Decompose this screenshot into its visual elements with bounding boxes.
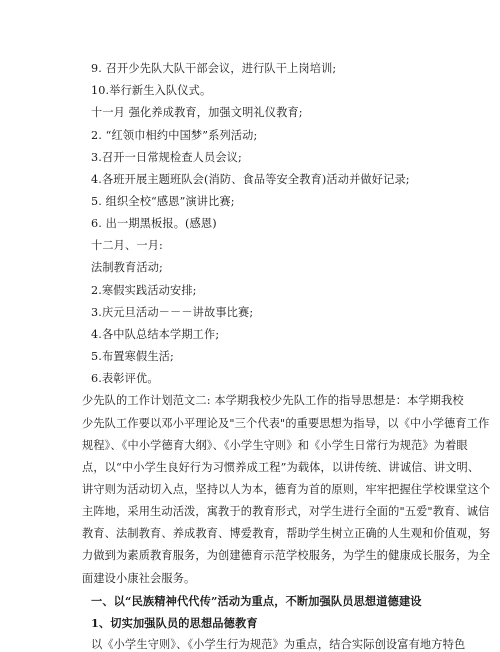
november-item-4: 4.各班开展主题班队会(消防、食品等安全教育)活动并做好记录; [91, 172, 410, 186]
december-item-6: 6.表彰评优。 [91, 372, 159, 386]
essay-line: 面建设小康社会服务。 [82, 571, 196, 585]
december-item-4: 4.各中队总结本学期工作; [91, 327, 220, 341]
essay-line: 少先队工作要以邓小平理论及"三个代表"的重要思想为指导，以《中小学德育工作 [82, 416, 490, 430]
section-heading: 一、以“民族精神代代传”活动为重点，不断加强队员思想道德建设 [91, 593, 422, 608]
essay-line: 力做到为素质教育服务，为创建德育示范学校服务，为学生的健康成长服务，为全 [82, 549, 491, 563]
november-item-5: 5. 组织全校“感恩”演讲比赛; [91, 194, 235, 208]
essay-line: 点，以“中小学生良好行为习惯养成工程”为载体，以讲传统、讲诚信、讲文明、 [82, 460, 480, 474]
november-item-2: 2. “红领巾相约中国梦”系列活动; [91, 128, 258, 142]
subsection-heading: 1、切实加强队员的思想品德教育 [91, 615, 258, 630]
list-item-9: 9. 召开少先队大队干部会议，进行队干上岗培训; [91, 62, 337, 75]
essay-line-last: 以《小学生守则》、《小学生行为规范》为重点，结合实际创设富有地方特色 [91, 638, 466, 651]
december-item-3: 3.庆元旦活动－－－讲故事比赛; [91, 305, 254, 319]
november-item-3: 3.召开一日常规检查人员会议; [91, 150, 242, 164]
november-item-6: 6. 出一期黑板报。(感恩) [91, 217, 217, 231]
december-item-2: 2.寒假实践活动安排; [91, 283, 197, 297]
december-item-5: 5.布置寒假生活; [91, 350, 174, 363]
essay-line: 规程》、《中小学德育大纲》、《小学生守则》和《小学生日常行为规范》为着眼 [82, 438, 468, 452]
list-item-10: 10.举行新生入队仪式。 [91, 84, 212, 98]
month-heading-december: 十二月、一月: [91, 239, 163, 253]
december-item-1: 法制教育活动; [91, 261, 163, 275]
month-heading-november: 十一月 强化养成教育，加强文明礼仪教育; [91, 106, 303, 120]
essay-line: 教育、法制教育、养成教育、博爱教育，帮助学生树立正确的人生观和价值观，努 [82, 527, 491, 541]
essay-line: 主阵地，采用生动活泼，寓教于的教育形式，对学生进行全面的"五爱"教育、诚信 [82, 505, 490, 519]
essay-line: 少先队的工作计划范文二: 本学期我校少先队工作的指导思想是：本学期我校 [82, 394, 464, 408]
essay-line: 讲守则为活动切入点，坚持以人为本，德育为首的原则，牢牢把握住学校课堂这个 [82, 482, 491, 496]
